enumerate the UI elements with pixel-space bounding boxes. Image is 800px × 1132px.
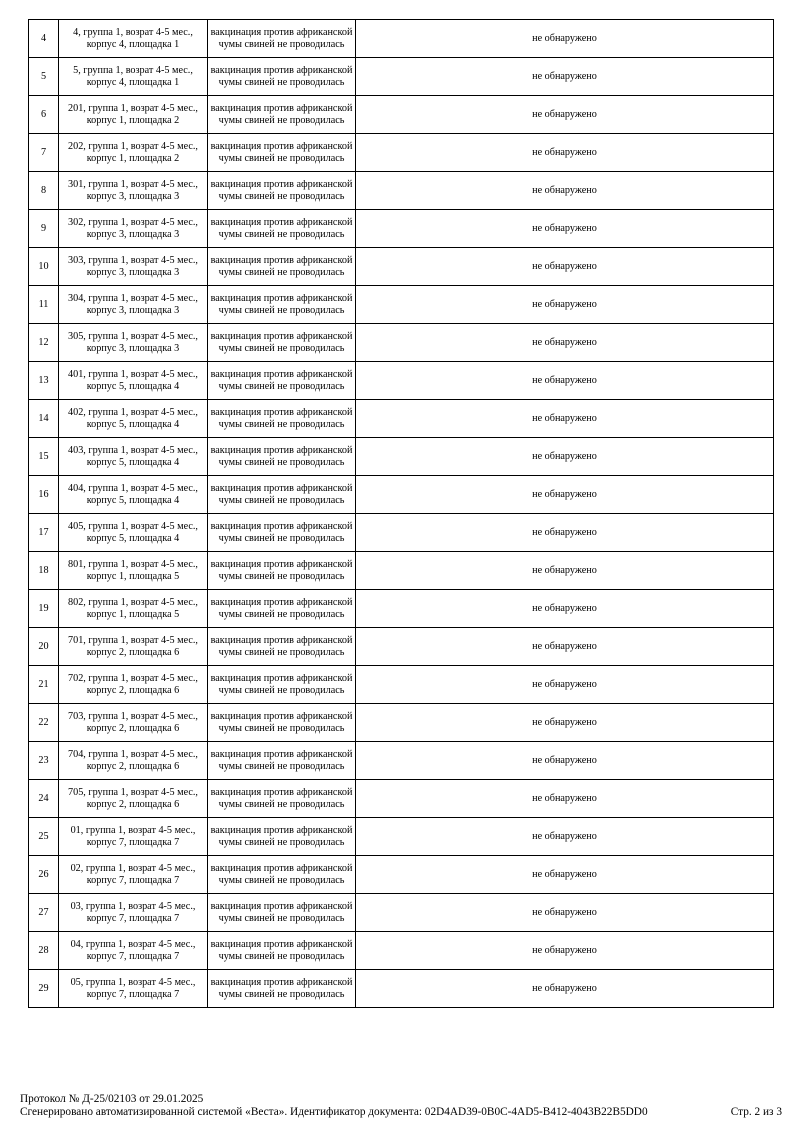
- vaccination-status-cell: вакцинация против африканской чумы свиней не проводилась: [208, 742, 356, 780]
- row-number-cell: 19: [29, 590, 59, 628]
- animal-id-cell: 05, группа 1, возрат 4-5 мес., корпус 7, площадка 7: [59, 970, 208, 1008]
- row-number-cell: 18: [29, 552, 59, 590]
- vaccination-status-cell: вакцинация против африканской чумы свиней не проводилась: [208, 514, 356, 552]
- test-result-cell: не обнаружено: [356, 476, 774, 514]
- row-number-cell: 28: [29, 932, 59, 970]
- row-number-cell: 9: [29, 210, 59, 248]
- table-row: [29, 96, 774, 134]
- animal-id-cell: 401, группа 1, возрат 4-5 мес., корпус 5, площадка 4: [59, 362, 208, 400]
- animal-id-cell: 302, группа 1, возрат 4-5 мес., корпус 3, площадка 3: [59, 210, 208, 248]
- animal-id-cell: 202, группа 1, возрат 4-5 мес., корпус 1, площадка 2: [59, 134, 208, 172]
- test-result-cell: не обнаружено: [356, 96, 774, 134]
- animal-id-cell: 702, группа 1, возрат 4-5 мес., корпус 2, площадка 6: [59, 666, 208, 704]
- table-row: [29, 362, 774, 400]
- animal-id-cell: 405, группа 1, возрат 4-5 мес., корпус 5, площадка 4: [59, 514, 208, 552]
- test-result-cell: не обнаружено: [356, 666, 774, 704]
- animal-id-cell: 04, группа 1, возрат 4-5 мес., корпус 7, площадка 7: [59, 932, 208, 970]
- table-row: [29, 856, 774, 894]
- table-row: [29, 666, 774, 704]
- vaccination-status-cell: вакцинация против африканской чумы свиней не проводилась: [208, 172, 356, 210]
- row-number-cell: 23: [29, 742, 59, 780]
- vaccination-status-cell: вакцинация против африканской чумы свиней не проводилась: [208, 780, 356, 818]
- row-number-cell: 11: [29, 286, 59, 324]
- row-number-cell: 4: [29, 20, 59, 58]
- table-row: [29, 20, 774, 58]
- table-row: [29, 58, 774, 96]
- page-number: Стр. 2 из 3: [730, 1106, 782, 1118]
- vaccination-status-cell: вакцинация против африканской чумы свиней не проводилась: [208, 134, 356, 172]
- row-number-cell: 21: [29, 666, 59, 704]
- vaccination-status-cell: вакцинация против африканской чумы свиней не проводилась: [208, 628, 356, 666]
- vaccination-status-cell: вакцинация против африканской чумы свиней не проводилась: [208, 438, 356, 476]
- test-result-cell: не обнаружено: [356, 248, 774, 286]
- row-number-cell: 17: [29, 514, 59, 552]
- table-row: [29, 932, 774, 970]
- vaccination-status-cell: вакцинация против африканской чумы свиней не проводилась: [208, 476, 356, 514]
- vaccination-status-cell: вакцинация против африканской чумы свиней не проводилась: [208, 590, 356, 628]
- results-table: [28, 19, 774, 1008]
- test-result-cell: не обнаружено: [356, 134, 774, 172]
- table-row: [29, 742, 774, 780]
- row-number-cell: 6: [29, 96, 59, 134]
- animal-id-cell: 02, группа 1, возрат 4-5 мес., корпус 7, площадка 7: [59, 856, 208, 894]
- test-result-cell: не обнаружено: [356, 58, 774, 96]
- test-result-cell: не обнаружено: [356, 704, 774, 742]
- row-number-cell: 27: [29, 894, 59, 932]
- test-result-cell: не обнаружено: [356, 894, 774, 932]
- vaccination-status-cell: вакцинация против африканской чумы свиней не проводилась: [208, 248, 356, 286]
- animal-id-cell: 703, группа 1, возрат 4-5 мес., корпус 2, площадка 6: [59, 704, 208, 742]
- animal-id-cell: 5, группа 1, возрат 4-5 мес., корпус 4, площадка 1: [59, 58, 208, 96]
- animal-id-cell: 403, группа 1, возрат 4-5 мес., корпус 5, площадка 4: [59, 438, 208, 476]
- row-number-cell: 12: [29, 324, 59, 362]
- test-result-cell: не обнаружено: [356, 400, 774, 438]
- animal-id-cell: 701, группа 1, возрат 4-5 мес., корпус 2, площадка 6: [59, 628, 208, 666]
- vaccination-status-cell: вакцинация против африканской чумы свиней не проводилась: [208, 856, 356, 894]
- test-result-cell: не обнаружено: [356, 286, 774, 324]
- test-result-cell: не обнаружено: [356, 514, 774, 552]
- test-result-cell: не обнаружено: [356, 742, 774, 780]
- test-result-cell: не обнаружено: [356, 362, 774, 400]
- row-number-cell: 22: [29, 704, 59, 742]
- vaccination-status-cell: вакцинация против африканской чумы свиней не проводилась: [208, 286, 356, 324]
- animal-id-cell: 704, группа 1, возрат 4-5 мес., корпус 2, площадка 6: [59, 742, 208, 780]
- test-result-cell: не обнаружено: [356, 970, 774, 1008]
- animal-id-cell: 705, группа 1, возрат 4-5 мес., корпус 2, площадка 6: [59, 780, 208, 818]
- animal-id-cell: 201, группа 1, возрат 4-5 мес., корпус 1, площадка 2: [59, 96, 208, 134]
- vaccination-status-cell: вакцинация против африканской чумы свиней не проводилась: [208, 704, 356, 742]
- row-number-cell: 5: [29, 58, 59, 96]
- protocol-reference: Протокол № Д-25/02103 от 29.01.2025: [20, 1093, 204, 1105]
- test-result-cell: не обнаружено: [356, 20, 774, 58]
- test-result-cell: не обнаружено: [356, 856, 774, 894]
- table-row: [29, 552, 774, 590]
- test-result-cell: не обнаружено: [356, 932, 774, 970]
- test-result-cell: не обнаружено: [356, 552, 774, 590]
- table-row: [29, 286, 774, 324]
- table-row: [29, 400, 774, 438]
- table-row: [29, 438, 774, 476]
- row-number-cell: 7: [29, 134, 59, 172]
- footer-line: [20, 1106, 782, 1119]
- animal-id-cell: 305, группа 1, возрат 4-5 мес., корпус 3, площадка 3: [59, 324, 208, 362]
- vaccination-status-cell: вакцинация против африканской чумы свиней не проводилась: [208, 894, 356, 932]
- vaccination-status-cell: вакцинация против африканской чумы свиней не проводилась: [208, 970, 356, 1008]
- test-result-cell: не обнаружено: [356, 324, 774, 362]
- vaccination-status-cell: вакцинация против африканской чумы свиней не проводилась: [208, 400, 356, 438]
- vaccination-status-cell: вакцинация против африканской чумы свиней не проводилась: [208, 210, 356, 248]
- animal-id-cell: 402, группа 1, возрат 4-5 мес., корпус 5, площадка 4: [59, 400, 208, 438]
- test-result-cell: не обнаружено: [356, 818, 774, 856]
- table-row: [29, 628, 774, 666]
- row-number-cell: 13: [29, 362, 59, 400]
- table-row: [29, 590, 774, 628]
- test-result-cell: не обнаружено: [356, 172, 774, 210]
- row-number-cell: 15: [29, 438, 59, 476]
- row-number-cell: 24: [29, 780, 59, 818]
- vaccination-status-cell: вакцинация против африканской чумы свиней не проводилась: [208, 20, 356, 58]
- row-number-cell: 25: [29, 818, 59, 856]
- table-row: [29, 970, 774, 1008]
- row-number-cell: 29: [29, 970, 59, 1008]
- row-number-cell: 16: [29, 476, 59, 514]
- table-row: [29, 134, 774, 172]
- animal-id-cell: 404, группа 1, возрат 4-5 мес., корпус 5, площадка 4: [59, 476, 208, 514]
- vaccination-status-cell: вакцинация против африканской чумы свиней не проводилась: [208, 96, 356, 134]
- test-result-cell: не обнаружено: [356, 780, 774, 818]
- vaccination-status-cell: вакцинация против африканской чумы свиней не проводилась: [208, 324, 356, 362]
- animal-id-cell: 802, группа 1, возрат 4-5 мес., корпус 1, площадка 5: [59, 590, 208, 628]
- test-result-cell: не обнаружено: [356, 210, 774, 248]
- table-row: [29, 476, 774, 514]
- animal-id-cell: 304, группа 1, возрат 4-5 мес., корпус 3, площадка 3: [59, 286, 208, 324]
- vaccination-status-cell: вакцинация против африканской чумы свиней не проводилась: [208, 552, 356, 590]
- test-result-cell: не обнаружено: [356, 590, 774, 628]
- vaccination-status-cell: вакцинация против африканской чумы свиней не проводилась: [208, 818, 356, 856]
- table-body: [29, 20, 774, 1008]
- table-row: [29, 894, 774, 932]
- vaccination-status-cell: вакцинация против африканской чумы свиней не проводилась: [208, 362, 356, 400]
- table-row: [29, 780, 774, 818]
- row-number-cell: 10: [29, 248, 59, 286]
- row-number-cell: 14: [29, 400, 59, 438]
- table-row: [29, 324, 774, 362]
- test-result-cell: не обнаружено: [356, 628, 774, 666]
- animal-id-cell: 303, группа 1, возрат 4-5 мес., корпус 3, площадка 3: [59, 248, 208, 286]
- generated-by-text: Сгенерировано автоматизированной системой «Веста». Идентификатор документа: 02D4AD39-0B0C-4AD5-B412-4043B22B5DD0: [20, 1106, 648, 1118]
- animal-id-cell: 801, группа 1, возрат 4-5 мес., корпус 1, площадка 5: [59, 552, 208, 590]
- table-row: [29, 210, 774, 248]
- table-row: [29, 818, 774, 856]
- table-row: [29, 514, 774, 552]
- page-footer: [20, 1093, 782, 1119]
- vaccination-status-cell: вакцинация против африканской чумы свиней не проводилась: [208, 58, 356, 96]
- row-number-cell: 8: [29, 172, 59, 210]
- animal-id-cell: 03, группа 1, возрат 4-5 мес., корпус 7, площадка 7: [59, 894, 208, 932]
- animal-id-cell: 4, группа 1, возрат 4-5 мес., корпус 4, площадка 1: [59, 20, 208, 58]
- row-number-cell: 26: [29, 856, 59, 894]
- table-row: [29, 704, 774, 742]
- row-number-cell: 20: [29, 628, 59, 666]
- vaccination-status-cell: вакцинация против африканской чумы свиней не проводилась: [208, 666, 356, 704]
- test-result-cell: не обнаружено: [356, 438, 774, 476]
- vaccination-status-cell: вакцинация против африканской чумы свиней не проводилась: [208, 932, 356, 970]
- animal-id-cell: 301, группа 1, возрат 4-5 мес., корпус 3, площадка 3: [59, 172, 208, 210]
- table-row: [29, 172, 774, 210]
- animal-id-cell: 01, группа 1, возрат 4-5 мес., корпус 7, площадка 7: [59, 818, 208, 856]
- table-row: [29, 248, 774, 286]
